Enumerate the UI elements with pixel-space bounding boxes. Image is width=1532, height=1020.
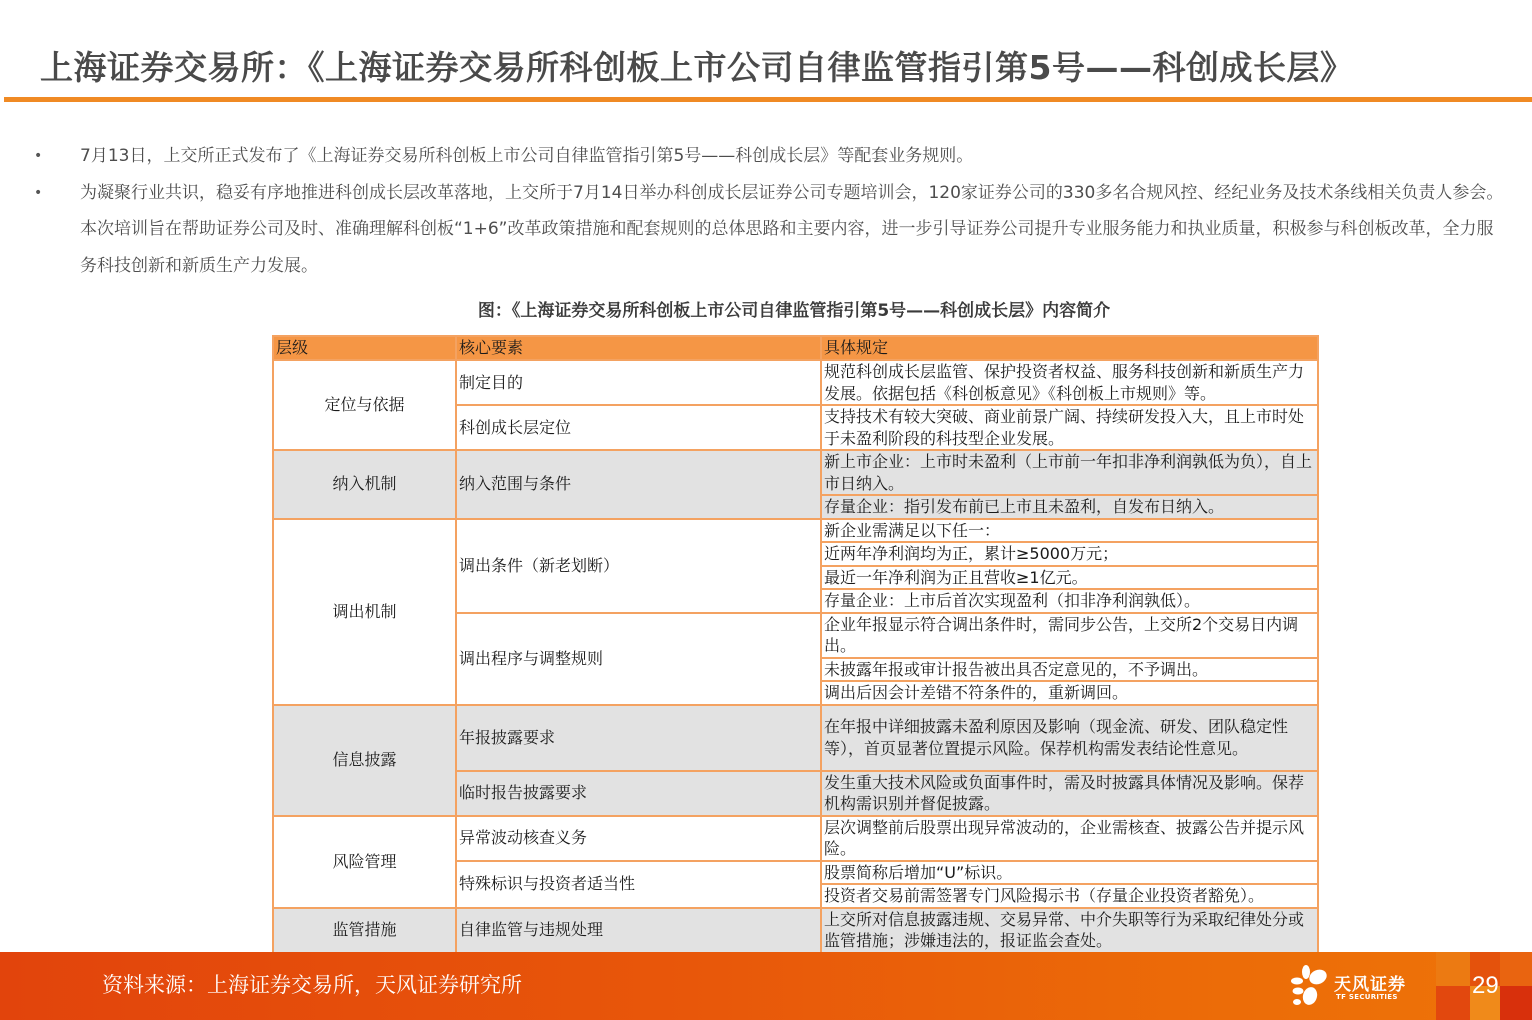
element-cell: 特殊标识与投资者适当性 bbox=[456, 861, 821, 908]
element-cell: 异常波动核查义务 bbox=[456, 816, 821, 861]
detail-cell: 规范科创成长层监管、保护投资者权益、服务科技创新和新质生产力发展。依据包括《科创板意见》《科创板上市规则》等。 bbox=[821, 360, 1318, 405]
bullet-text: 为凝聚行业共识，稳妥有序地推进科创成长层改革落地，上交所于7月14日举办科创成长层证券公司专题培训会，120家证券公司的330多名合规风控、经纪业务及技术条线相关负责人参会。本次培训旨在帮助证券公司及时、准确理解科创板“1+6”改革政策措施和配套规则的总体思路和主要内容，进一步引导证券公司提升专业服务能力和执业质量，积极参与科创板改革，全力服务科技创新和新质生产力发展。 bbox=[80, 182, 1504, 276]
logo-name-en: TF SECURITIES bbox=[1336, 993, 1398, 1001]
bullet-text: 7月13日，上交所正式发布了《上海证券交易所科创板上市公司自律监管指引第5号——科创成长层》等配套业务规则。 bbox=[80, 146, 974, 166]
level-cell: 调出机制 bbox=[273, 519, 456, 705]
level-cell: 纳入机制 bbox=[273, 450, 456, 519]
detail-cell: 近两年净利润均为正，累计≥5000万元； bbox=[821, 542, 1318, 566]
bullet-dot-icon: • bbox=[34, 148, 43, 164]
detail-cell: 投资者交易前需签署专门风险揭示书（存量企业投资者豁免）。 bbox=[821, 884, 1318, 908]
detail-cell: 在年报中详细披露未盈利原因及影响（现金流、研发、团队稳定性等），首页显著位置提示风险。保荐机构需发表结论性意见。 bbox=[821, 705, 1318, 771]
bullet-item bbox=[28, 175, 1508, 285]
element-cell: 调出条件（新老划断） bbox=[456, 519, 821, 613]
detail-cell: 企业年报显示符合调出条件时，需同步公告，上交所2个交易日内调出。 bbox=[821, 613, 1318, 658]
detail-cell: 未披露年报或审计报告被出具否定意见的，不予调出。 bbox=[821, 658, 1318, 682]
detail-cell: 最近一年净利润为正且营收≥1亿元。 bbox=[821, 566, 1318, 590]
element-cell: 制定目的 bbox=[456, 360, 821, 405]
detail-cell: 存量企业：指引发布前已上市且未盈利，自发布日纳入。 bbox=[821, 495, 1318, 519]
page-title: 上海证券交易所：《上海证券交易所科创板上市公司自律监管指引第5号——科创成长层》 bbox=[40, 48, 1354, 87]
table-row bbox=[273, 705, 1318, 771]
logo-name-cn: 天风证券 bbox=[1334, 975, 1406, 995]
level-cell: 定位与依据 bbox=[273, 360, 456, 450]
table-row bbox=[273, 816, 1318, 861]
element-cell: 临时报告披露要求 bbox=[456, 771, 821, 816]
element-cell: 纳入范围与条件 bbox=[456, 450, 821, 519]
element-cell: 自律监管与违规处理 bbox=[456, 908, 821, 953]
tf-flower-logo-icon bbox=[1290, 964, 1330, 1008]
column-header-detail: 具体规定 bbox=[821, 336, 1318, 360]
detail-cell: 调出后因会计差错不符条件的，重新调回。 bbox=[821, 681, 1318, 705]
footer-bar bbox=[0, 952, 1532, 1020]
element-cell: 年报披露要求 bbox=[456, 705, 821, 771]
detail-cell: 发生重大技术风险或负面事件时，需及时披露具体情况及影响。保荐机构需识别并督促披露。 bbox=[821, 771, 1318, 816]
level-cell: 风险管理 bbox=[273, 816, 456, 908]
detail-cell: 存量企业：上市后首次实现盈利（扣非净利润孰低）。 bbox=[821, 589, 1318, 613]
rules-table bbox=[272, 335, 1319, 954]
table-row bbox=[273, 908, 1318, 953]
detail-cell: 支持技术有较大突破、商业前景广阔、持续研发投入大，且上市时处于未盈利阶段的科技型企业发展。 bbox=[821, 405, 1318, 450]
detail-cell: 新上市企业：上市时未盈利（上市前一年扣非净利润孰低为负），自上市日纳入。 bbox=[821, 450, 1318, 495]
element-cell: 调出程序与调整规则 bbox=[456, 613, 821, 705]
page-number: 29 bbox=[1472, 972, 1499, 999]
level-cell: 信息披露 bbox=[273, 705, 456, 816]
level-cell: 监管措施 bbox=[273, 908, 456, 953]
detail-cell: 新企业需满足以下任一： bbox=[821, 519, 1318, 543]
table-row bbox=[273, 360, 1318, 405]
element-cell: 科创成长层定位 bbox=[456, 405, 821, 450]
title-divider bbox=[4, 97, 1532, 102]
column-header-element: 核心要素 bbox=[456, 336, 821, 360]
column-header-level: 层级 bbox=[273, 336, 456, 360]
source-note: 资料来源：上海证券交易所，天风证券研究所 bbox=[102, 973, 522, 997]
figure-caption: 图：《上海证券交易所科创板上市公司自律监管指引第5号——科创成长层》内容简介 bbox=[477, 301, 1111, 321]
detail-cell: 层次调整前后股票出现异常波动的，企业需核查、披露公告并提示风险。 bbox=[821, 816, 1318, 861]
bullet-item bbox=[28, 138, 1508, 175]
table-header-row bbox=[273, 336, 1318, 360]
company-logo bbox=[1290, 964, 1410, 1010]
detail-cell: 股票简称后增加“U”标识。 bbox=[821, 861, 1318, 885]
table-row bbox=[273, 450, 1318, 495]
detail-cell: 上交所对信息披露违规、交易异常、中介失职等行为采取纪律处分或监管措施；涉嫌违法的，报证监会查处。 bbox=[821, 908, 1318, 953]
bullet-list bbox=[28, 138, 1508, 284]
table-row bbox=[273, 519, 1318, 543]
bullet-dot-icon: • bbox=[34, 184, 43, 201]
